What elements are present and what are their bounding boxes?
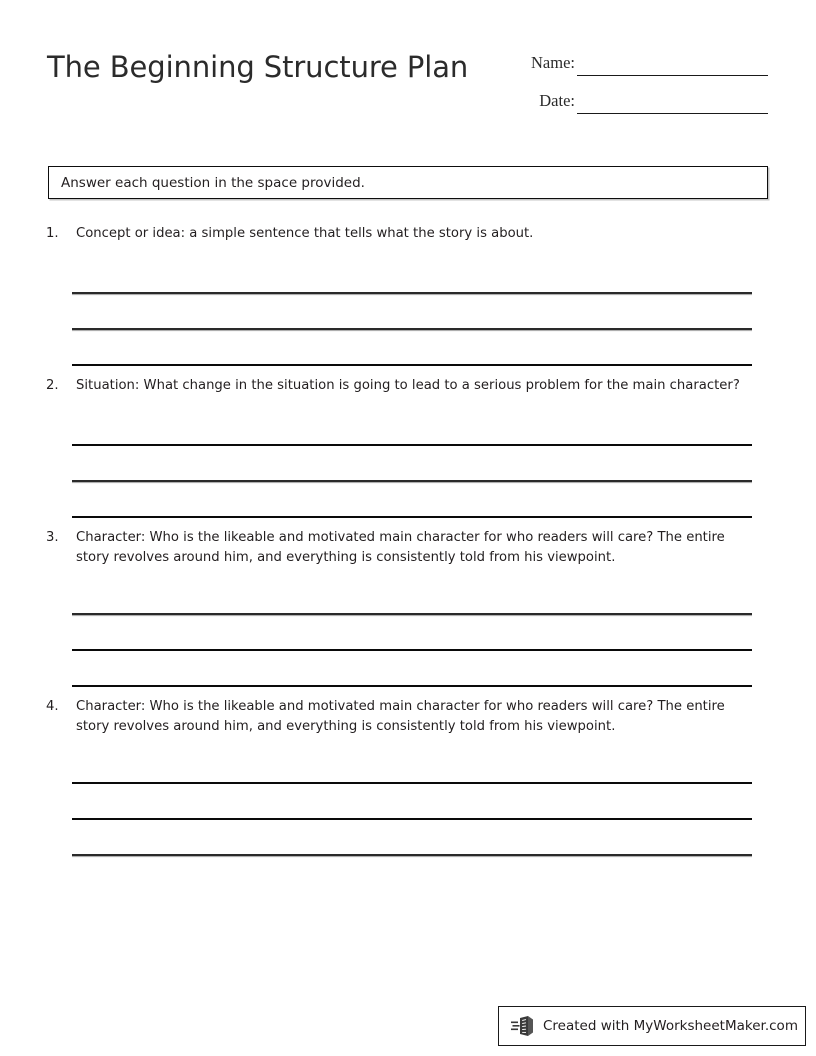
answer-line[interactable]: [0, 579, 816, 615]
question-text: Situation: What change in the situation is going to lead to a serious problem for the main character?: [76, 378, 740, 393]
worksheet-header: [0, 0, 816, 130]
answer-line[interactable]: [0, 410, 816, 446]
question-item: [0, 697, 816, 866]
question-heading: [0, 697, 816, 736]
question-item: [0, 224, 816, 376]
question-number: 3.: [46, 530, 59, 545]
answer-line[interactable]: [0, 482, 816, 518]
question-list: [0, 224, 816, 866]
student-info-block: [500, 50, 790, 126]
answer-area: [0, 579, 816, 697]
name-field-label: Name:: [531, 53, 575, 72]
date-field-label: Date:: [539, 91, 575, 110]
answer-line[interactable]: [0, 615, 816, 651]
answer-line[interactable]: [0, 784, 816, 820]
quill-pen-icon: [511, 1014, 537, 1038]
name-field-row: [500, 50, 790, 88]
answer-line[interactable]: [0, 651, 816, 687]
question-text: Concept or idea: a simple sentence that tells what the story is about.: [76, 226, 534, 241]
question-number: 4.: [46, 699, 59, 714]
date-field-rule[interactable]: [577, 113, 768, 114]
answer-line[interactable]: [0, 330, 816, 366]
answer-line[interactable]: [0, 446, 816, 482]
question-number: 2.: [46, 378, 59, 393]
answer-area: [0, 258, 816, 376]
question-item: [0, 528, 816, 697]
question-text: Character: Who is the likeable and motivated main character for who readers will care? The entire story revolves around him, and everything is consistently told from his viewpoint.: [76, 530, 725, 565]
name-field-rule[interactable]: [577, 75, 768, 76]
created-with-badge[interactable]: [498, 1006, 806, 1046]
instruction-text: Answer each question in the space provided.: [61, 174, 365, 191]
instruction-box: [48, 166, 768, 199]
created-with-label: Created with MyWorksheetMaker.com: [543, 1018, 798, 1034]
page-title: The Beginning Structure Plan: [47, 50, 469, 84]
answer-line[interactable]: [0, 820, 816, 856]
answer-line[interactable]: [0, 748, 816, 784]
question-heading: [0, 376, 816, 398]
answer-area: [0, 748, 816, 866]
question-heading: [0, 224, 816, 246]
date-field-row: [500, 88, 790, 126]
question-text: Character: Who is the likeable and motivated main character for who readers will care? The entire story revolves around him, and everything is consistently told from his viewpoint.: [76, 699, 725, 734]
question-number: 1.: [46, 226, 59, 241]
question-item: [0, 376, 816, 528]
question-heading: [0, 528, 816, 567]
answer-area: [0, 410, 816, 528]
answer-line[interactable]: [0, 258, 816, 294]
answer-line[interactable]: [0, 294, 816, 330]
